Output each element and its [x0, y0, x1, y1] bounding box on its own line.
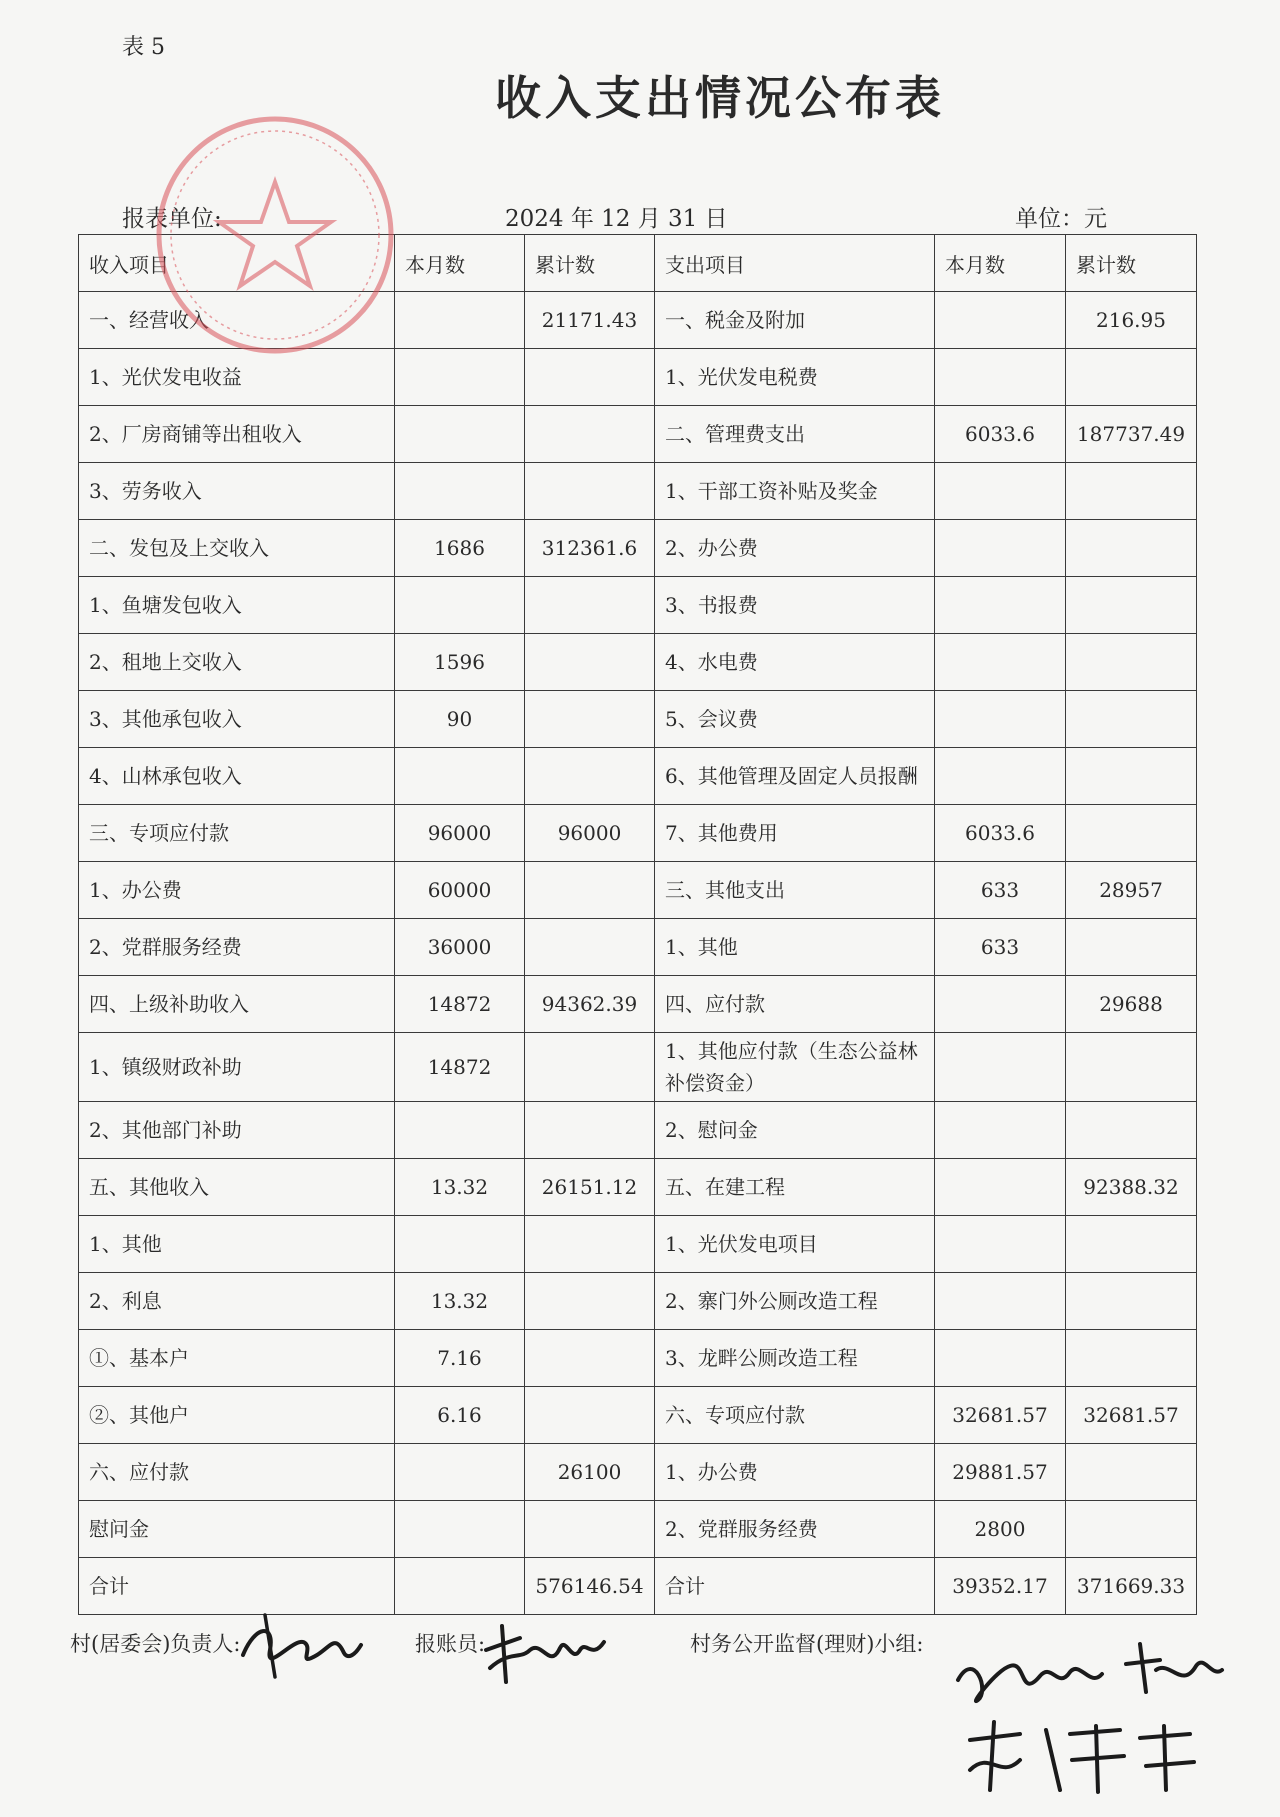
- expense-month-cell: [935, 292, 1066, 349]
- income-month-cell: [395, 577, 525, 634]
- expense-item-cell: 四、应付款: [655, 976, 935, 1033]
- expense-item-cell: 3、书报费: [655, 577, 935, 634]
- expense-total-cell: [1066, 1102, 1197, 1159]
- signature-accountant: [480, 1620, 610, 1690]
- expense-item-cell: 1、办公费: [655, 1444, 935, 1501]
- expense-month-cell: 39352.17: [935, 1558, 1066, 1615]
- income-total-cell: 576146.54: [525, 1558, 655, 1615]
- income-item-cell: 2、厂房商铺等出租收入: [79, 406, 395, 463]
- income-total-cell: [525, 1216, 655, 1273]
- income-item-cell: 3、其他承包收入: [79, 691, 395, 748]
- table-row: [79, 1387, 1197, 1444]
- income-month-cell: [395, 748, 525, 805]
- income-total-cell: [525, 691, 655, 748]
- expense-item-cell: 六、专项应付款: [655, 1387, 935, 1444]
- expense-total-cell: [1066, 1033, 1197, 1102]
- expense-month-cell: [935, 634, 1066, 691]
- expense-total-cell: 371669.33: [1066, 1558, 1197, 1615]
- table-row: [79, 634, 1197, 691]
- income-item-cell: 3、劳务收入: [79, 463, 395, 520]
- income-month-cell: 36000: [395, 919, 525, 976]
- expense-month-cell: 633: [935, 862, 1066, 919]
- income-item-cell: 五、其他收入: [79, 1159, 395, 1216]
- income-month-cell: 14872: [395, 1033, 525, 1102]
- income-item-cell: ①、基本户: [79, 1330, 395, 1387]
- income-total-cell: [525, 577, 655, 634]
- table-row: [79, 1558, 1197, 1615]
- income-total-cell: [525, 1033, 655, 1102]
- income-total-cell: 96000: [525, 805, 655, 862]
- income-item-cell: 2、党群服务经费: [79, 919, 395, 976]
- expense-item-cell: 1、其他应付款（生态公益林补偿资金）: [655, 1033, 935, 1102]
- expense-month-cell: 29881.57: [935, 1444, 1066, 1501]
- income-month-cell: 6.16: [395, 1387, 525, 1444]
- income-month-cell: 14872: [395, 976, 525, 1033]
- income-item-cell: 六、应付款: [79, 1444, 395, 1501]
- income-total-cell: [525, 862, 655, 919]
- expense-month-cell: [935, 1102, 1066, 1159]
- table-row: [79, 292, 1197, 349]
- income-total-cell: [525, 748, 655, 805]
- expense-item-cell: 合计: [655, 1558, 935, 1615]
- supervision-group-label: 村务公开监督(理财)小组:: [690, 1632, 924, 1656]
- income-total-cell: [525, 1330, 655, 1387]
- table-row: [79, 1444, 1197, 1501]
- income-total-cell: [525, 406, 655, 463]
- expense-item-cell: 2、寨门外公厕改造工程: [655, 1273, 935, 1330]
- income-item-cell: 1、镇级财政补助: [79, 1033, 395, 1102]
- income-item-cell: 1、其他: [79, 1216, 395, 1273]
- expense-item-cell: 1、干部工资补贴及奖金: [655, 463, 935, 520]
- page-title: 收入支出情况公布表: [495, 71, 945, 125]
- table-row: [79, 805, 1197, 862]
- table-row: [79, 577, 1197, 634]
- income-item-cell: 1、鱼塘发包收入: [79, 577, 395, 634]
- expense-total-cell: 28957: [1066, 862, 1197, 919]
- income-total-cell: 26151.12: [525, 1159, 655, 1216]
- expense-item-cell: 5、会议费: [655, 691, 935, 748]
- expense-total-cell: [1066, 520, 1197, 577]
- expense-item-cell: 2、办公费: [655, 520, 935, 577]
- income-total-cell: [525, 349, 655, 406]
- table-row: [79, 1159, 1197, 1216]
- income-month-cell: 90: [395, 691, 525, 748]
- expense-month-cell: [935, 748, 1066, 805]
- income-month-cell: [395, 463, 525, 520]
- expense-total-cell: 216.95: [1066, 292, 1197, 349]
- expense-item-cell: 2、慰问金: [655, 1102, 935, 1159]
- expense-item-cell: 2、党群服务经费: [655, 1501, 935, 1558]
- expense-item-cell: 五、在建工程: [655, 1159, 935, 1216]
- income-month-cell: 13.32: [395, 1273, 525, 1330]
- report-unit-label: 报表单位:: [122, 206, 222, 232]
- income-item-cell: 二、发包及上交收入: [79, 520, 395, 577]
- expense-item-cell: 二、管理费支出: [655, 406, 935, 463]
- expense-total-cell: 29688: [1066, 976, 1197, 1033]
- income-item-cell: 一、经营收入: [79, 292, 395, 349]
- expense-item-cell: 6、其他管理及固定人员报酬: [655, 748, 935, 805]
- income-item-cell: 慰问金: [79, 1501, 395, 1558]
- expense-total-cell: [1066, 805, 1197, 862]
- income-item-cell: 2、其他部门补助: [79, 1102, 395, 1159]
- income-item-cell: 2、租地上交收入: [79, 634, 395, 691]
- village-head-label: 村(居委会)负责人:: [70, 1632, 241, 1656]
- expense-month-cell: 32681.57: [935, 1387, 1066, 1444]
- income-month-cell: 60000: [395, 862, 525, 919]
- expense-total-cell: [1066, 1444, 1197, 1501]
- table-row: [79, 1273, 1197, 1330]
- expense-month-cell: 6033.6: [935, 805, 1066, 862]
- header-income-total: 累计数: [525, 235, 655, 292]
- table-row: [79, 1102, 1197, 1159]
- table-row: [79, 463, 1197, 520]
- expense-item-cell: 4、水电费: [655, 634, 935, 691]
- expense-item-cell: 一、税金及附加: [655, 292, 935, 349]
- income-month-cell: [395, 1216, 525, 1273]
- income-item-cell: 三、专项应付款: [79, 805, 395, 862]
- income-expense-table: [78, 234, 1197, 1615]
- table-row: [79, 919, 1197, 976]
- header-income-month: 本月数: [395, 235, 525, 292]
- income-total-cell: [525, 1501, 655, 1558]
- income-item-cell: 1、光伏发电收益: [79, 349, 395, 406]
- expense-month-cell: [935, 1216, 1066, 1273]
- expense-item-cell: 3、龙畔公厕改造工程: [655, 1330, 935, 1387]
- expense-total-cell: 92388.32: [1066, 1159, 1197, 1216]
- table-header-row: [79, 235, 1197, 292]
- income-total-cell: 26100: [525, 1444, 655, 1501]
- expense-total-cell: [1066, 463, 1197, 520]
- expense-month-cell: [935, 1330, 1066, 1387]
- income-month-cell: 1596: [395, 634, 525, 691]
- income-item-cell: 2、利息: [79, 1273, 395, 1330]
- income-month-cell: [395, 1444, 525, 1501]
- expense-month-cell: [935, 520, 1066, 577]
- expense-month-cell: [935, 691, 1066, 748]
- table-row: [79, 691, 1197, 748]
- expense-total-cell: [1066, 577, 1197, 634]
- income-month-cell: [395, 1558, 525, 1615]
- income-total-cell: [525, 1273, 655, 1330]
- expense-total-cell: 32681.57: [1066, 1387, 1197, 1444]
- expense-total-cell: [1066, 748, 1197, 805]
- expense-month-cell: [935, 1159, 1066, 1216]
- table-row: [79, 1033, 1197, 1102]
- table-row: [79, 976, 1197, 1033]
- income-item-cell: 4、山林承包收入: [79, 748, 395, 805]
- income-month-cell: [395, 1501, 525, 1558]
- table-row: [79, 862, 1197, 919]
- income-month-cell: 13.32: [395, 1159, 525, 1216]
- income-month-cell: 1686: [395, 520, 525, 577]
- income-month-cell: [395, 1102, 525, 1159]
- income-month-cell: 96000: [395, 805, 525, 862]
- header-expense-month: 本月数: [935, 235, 1066, 292]
- income-total-cell: [525, 1102, 655, 1159]
- expense-item-cell: 1、光伏发电项目: [655, 1216, 935, 1273]
- income-total-cell: 94362.39: [525, 976, 655, 1033]
- expense-total-cell: [1066, 349, 1197, 406]
- expense-total-cell: [1066, 1330, 1197, 1387]
- expense-total-cell: [1066, 634, 1197, 691]
- income-total-cell: 21171.43: [525, 292, 655, 349]
- table-row: [79, 1501, 1197, 1558]
- income-item-cell: 四、上级补助收入: [79, 976, 395, 1033]
- signature-supervision-group: [950, 1630, 1230, 1800]
- table-row: [79, 349, 1197, 406]
- expense-item-cell: 7、其他费用: [655, 805, 935, 862]
- table-row: [79, 406, 1197, 463]
- income-item-cell: ②、其他户: [79, 1387, 395, 1444]
- income-month-cell: [395, 406, 525, 463]
- expense-month-cell: [935, 1033, 1066, 1102]
- header-income-item: 收入项目: [79, 235, 395, 292]
- expense-month-cell: [935, 349, 1066, 406]
- income-total-cell: [525, 463, 655, 520]
- expense-item-cell: 1、其他: [655, 919, 935, 976]
- expense-month-cell: 2800: [935, 1501, 1066, 1558]
- income-total-cell: [525, 1387, 655, 1444]
- expense-total-cell: [1066, 1273, 1197, 1330]
- currency-unit: 单位：元: [1015, 206, 1107, 232]
- expense-total-cell: [1066, 1501, 1197, 1558]
- expense-item-cell: 1、光伏发电税费: [655, 349, 935, 406]
- income-total-cell: 312361.6: [525, 520, 655, 577]
- expense-total-cell: [1066, 691, 1197, 748]
- table-row: [79, 520, 1197, 577]
- form-number: 表 5: [122, 35, 165, 60]
- expense-month-cell: [935, 577, 1066, 634]
- expense-item-cell: 三、其他支出: [655, 862, 935, 919]
- expense-total-cell: [1066, 1216, 1197, 1273]
- signature-village-head: [235, 1605, 365, 1685]
- income-item-cell: 1、办公费: [79, 862, 395, 919]
- table-row: [79, 1330, 1197, 1387]
- expense-month-cell: [935, 976, 1066, 1033]
- expense-total-cell: 187737.49: [1066, 406, 1197, 463]
- expense-month-cell: [935, 463, 1066, 520]
- expense-month-cell: 633: [935, 919, 1066, 976]
- income-month-cell: [395, 349, 525, 406]
- table-row: [79, 748, 1197, 805]
- expense-total-cell: [1066, 919, 1197, 976]
- table-row: [79, 1216, 1197, 1273]
- income-total-cell: [525, 919, 655, 976]
- header-expense-item: 支出项目: [655, 235, 935, 292]
- income-total-cell: [525, 634, 655, 691]
- accountant-label: 报账员:: [415, 1632, 486, 1656]
- expense-month-cell: 6033.6: [935, 406, 1066, 463]
- header-expense-total: 累计数: [1066, 235, 1197, 292]
- report-date: 2024 年 12 月 31 日: [505, 206, 728, 232]
- income-month-cell: [395, 292, 525, 349]
- income-month-cell: 7.16: [395, 1330, 525, 1387]
- income-item-cell: 合计: [79, 1558, 395, 1615]
- expense-month-cell: [935, 1273, 1066, 1330]
